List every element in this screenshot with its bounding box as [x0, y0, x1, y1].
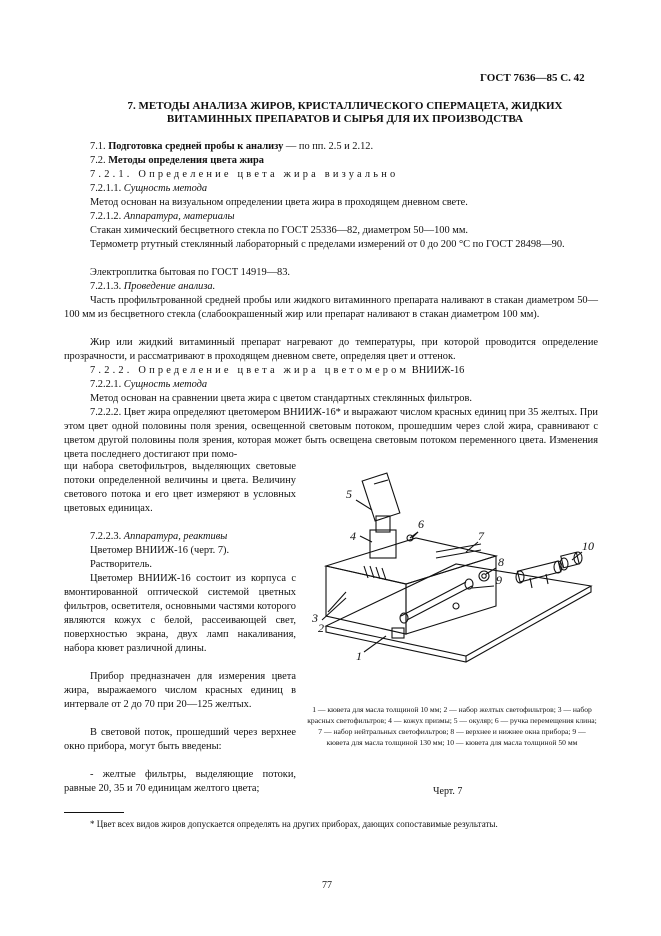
para-number: 7.2.2.3.: [90, 531, 122, 542]
housing-top: [326, 538, 496, 584]
section-title: 7. МЕТОДЫ АНАЛИЗА ЖИРОВ, КРИСТАЛЛИЧЕСКОГО СПЕРМАЦЕТА, ЖИДКИХ ВИТАМИННЫХ ПРЕПАРАТОВ И СЫРЬЯ ДЛЯ ИХ ПРОИЗВОДСТВА: [127, 100, 563, 125]
housing-side: [406, 556, 496, 634]
eyepiece: [362, 473, 400, 521]
base-plate: [326, 564, 591, 656]
para-number: 7.2.2.1.: [90, 379, 122, 390]
para-7-2-1-2: [64, 210, 598, 224]
figure-callouts: [311, 487, 594, 663]
para-number: 7.2.1.3.: [90, 281, 122, 292]
footnote: * Цвет всех видов жиров допускается определять на других приборах, дающих сопоставимые результаты.: [90, 819, 498, 829]
housing-front: [326, 566, 406, 634]
para-7-2: [64, 154, 598, 168]
para-text: Часть профильтрованной средней пробы или жидкого витаминного препарата наливают в стакан диаметром 50—100 мм из бесцветного стекла (слабоокрашенный жир или препарат наливают в стакан диаметром 100 мм).: [64, 295, 598, 320]
para-text: щи набора светофильтров, выделяющих световые потоки определенной величины и цвета. Величину светового потока и его цвет измеряют в условных цветовых единицах.: [64, 461, 296, 514]
para-heading: Методы определения цвета жира: [108, 155, 264, 166]
para-7-2-1: 7.2.1. Определение цвета жира визуально: [90, 169, 399, 180]
callout-3: 3: [312, 611, 318, 625]
page-header: ГОСТ 7636—85 С. 42: [480, 72, 585, 84]
para-text: Жир или жидкий витаминный препарат нагревают до температуры, при которой проводится определение прозрачности, и рассматривают в проходящем дневном свете, определяя цвет и оттенок.: [64, 337, 598, 362]
para-7-2-2-1: [64, 378, 598, 392]
callout-4: 4: [350, 529, 356, 543]
callout-9: 9: [496, 573, 502, 587]
callout-8: 8: [498, 555, 504, 569]
para-text: Цветомер ВНИИЖ-16 (черт. 7).: [90, 545, 230, 556]
filter-slits: [364, 566, 386, 580]
para-text: - желтые фильтры, выделяющие потоки, равные 20, 35 и 70 единицам желтого цвета;: [64, 769, 296, 794]
para-7-2-2-3: [64, 530, 296, 544]
para-heading: Аппаратура, реактивы: [123, 531, 228, 542]
figure-label: Черт. 7: [433, 786, 463, 797]
para-number: 7.1.: [90, 141, 106, 152]
para-text: Метод основан на визуальном определении цвета жира в проходящем дневном свете.: [90, 197, 468, 208]
page-number: 77: [322, 880, 332, 891]
para-7-2-1-3: [64, 280, 598, 294]
para-text: В световой поток, прошедший через верхнее окно прибора, могут быть введены:: [64, 727, 296, 752]
para-text: Растворитель.: [90, 559, 153, 570]
para-7-1: [64, 140, 598, 154]
para-7-2-2: [64, 364, 598, 378]
callout-1: 1: [356, 649, 362, 663]
callout-5: 5: [346, 487, 352, 501]
lower-window: [453, 603, 459, 609]
figure-caption: 1 — кювета для масла толщиной 10 мм; 2 — набор желтых светофильтров; 3 — набор красных светофильтров; 4 — кожух призмы; 5 — окуляр; 6 — ручка перемещения клина; 7 — набор нейтральных светофильтров; 8 — верхнее и нижнее окна прибора; 9 — кювета для масла толщиной 130 мм; 10 — кювета для масла толщиной 50 мм: [307, 705, 597, 747]
device-name: ВНИИЖ-16: [411, 365, 465, 376]
para-heading: Сущность метода: [123, 183, 208, 194]
footnote-rule: [64, 812, 124, 813]
para-7-2-1-1: [64, 182, 598, 196]
para-heading: Подготовка средней пробы к анализу: [108, 141, 284, 152]
para-text: Стакан химический бесцветного стекла по ГОСТ 25336—82, диаметром 50—100 мм.: [90, 225, 469, 236]
para-text: — по пп. 2.5 и 2.12.: [283, 141, 374, 152]
cuvette-130: [401, 582, 466, 616]
para-text: Прибор предназначен для измерения цвета жира, выражаемого числом красных единиц в интервале от 2 до 70 при 20—125 желтых.: [64, 671, 296, 710]
para-number: 7.2.1.2.: [90, 211, 122, 222]
para-heading: Аппаратура, материалы: [123, 211, 235, 222]
para-7-2-2-2: 7.2.2.2. Цвет жира определяют цветомером ВНИИЖ-16* и выражают числом красных единиц при 35 желтых. При этом цвет одной половины поля зрения, освещенной световым потоком, прошедшим через слой жира, сравнивают с цветом другой половины поля зрения, которая может быть освещена световым потоком переменного цвета. Изменения цвета последнего достигают при помо-: [64, 407, 598, 460]
para-text: Метод основан на сравнении цвета жира с цветом стандартных стеклянных фильтров.: [90, 393, 472, 404]
callout-10: 10: [582, 539, 594, 553]
callout-6: 6: [418, 517, 424, 531]
callout-7: 7: [478, 529, 484, 543]
para-number: 7.2.: [90, 155, 106, 166]
para-text: Цветомер ВНИИЖ-16 состоит из корпуса с вмонтированной оптической системой цветных фильтров, осветителя, основными частями которого являются кожух с белой, рассеивающей свет, поверхностью экрана, двух ламп накаливания, набора кювет различной длины.: [64, 573, 296, 654]
para-text: Термометр ртутный стеклянный лабораторный с пределами измерений от 0 до 200 °С по ГОСТ 28498—90.: [90, 239, 565, 250]
para-heading: Проведение анализа.: [123, 281, 216, 292]
para-text: Электроплитка бытовая по ГОСТ 14919—83.: [90, 267, 291, 278]
para-heading: 7.2.2. Определение цвета жира цветомером: [90, 365, 410, 376]
para-number: 7.2.1.1.: [90, 183, 122, 194]
para-heading: Сущность метода: [123, 379, 208, 390]
callout-2: 2: [318, 621, 324, 635]
colorimeter-drawing: [306, 456, 598, 696]
prism-casing: [370, 530, 396, 558]
